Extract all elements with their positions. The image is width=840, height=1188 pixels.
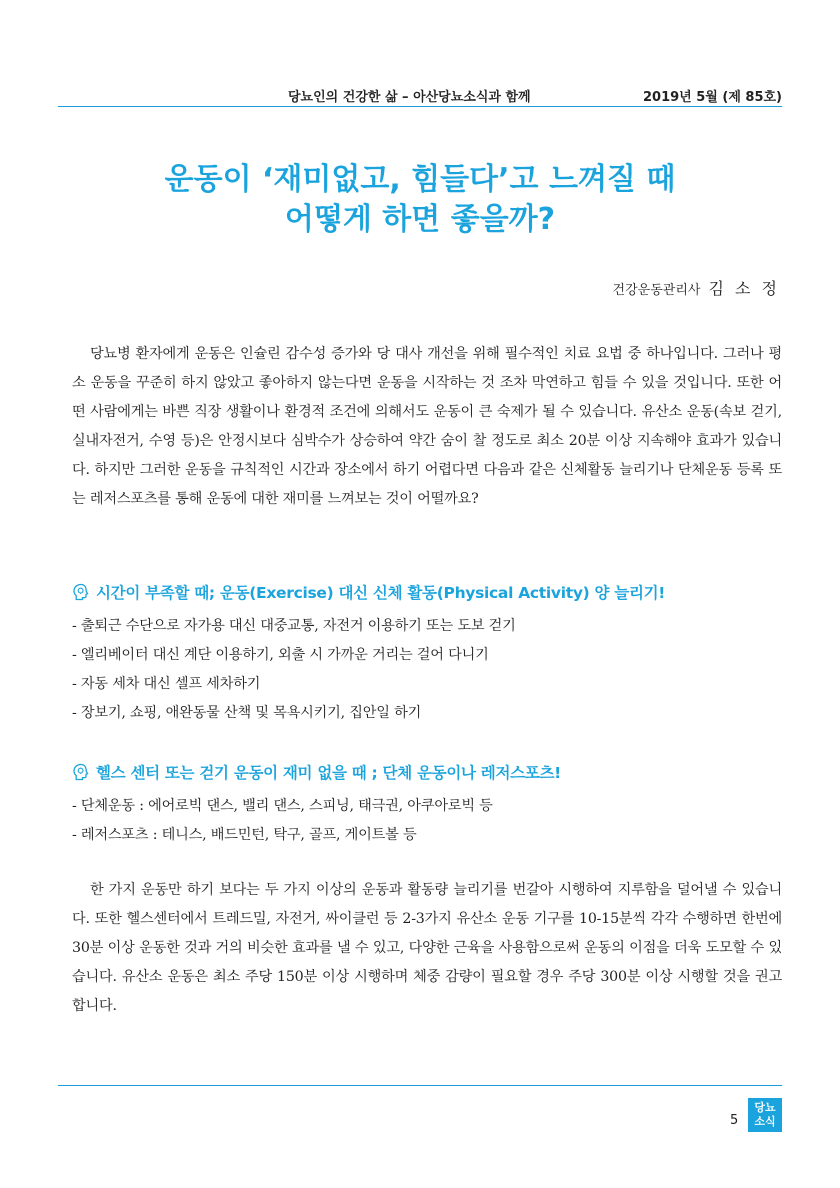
head-lightbulb-icon [72, 583, 90, 601]
header-divider [58, 106, 782, 107]
head-lightbulb-icon [72, 763, 90, 781]
section-heading [72, 580, 782, 606]
section-heading-text: 헬스 센터 또는 걷기 운동이 재미 없을 때 ; 단체 운동이나 레저스포츠! [96, 764, 561, 782]
section-heading-text: 시간이 부족할 때; 운동(Exercise) 대신 신체 활동(Physical Activity) 양 늘리기! [96, 584, 666, 602]
author-byline [613, 276, 780, 299]
author-name: 김 소 정 [708, 279, 780, 298]
badge-line-2: 소식 [754, 1115, 776, 1128]
section-heading [72, 760, 782, 786]
title-line-1: 운동이 ‘재미없고, 힘들다’고 느껴질 때 [164, 162, 676, 197]
section-boredom [72, 760, 782, 850]
list-item: - 장보기, 쇼핑, 애완동물 산책 및 목욕시키기, 집안일 하기 [72, 705, 422, 721]
author-role: 건강운동관리사 [612, 283, 701, 298]
list-item: - 단체운동 : 에어로빅 댄스, 밸리 댄스, 스피닝, 태극권, 아쿠아로빅 등 [72, 798, 493, 814]
article-title [58, 160, 782, 240]
footer-divider [58, 1085, 782, 1086]
newsletter-series-title: 당뇨인의 건강한 삶 – 아산당뇨소식과 함께 [288, 90, 531, 105]
badge-line-1: 당뇨 [754, 1101, 776, 1114]
list-item: - 자동 세차 대신 셀프 세차하기 [72, 676, 261, 692]
issue-info: 2019년 5월 (제 85호) [642, 90, 782, 105]
newsletter-badge [748, 1098, 782, 1132]
closing-paragraph: 한 가지 운동만 하기 보다는 두 가지 이상의 운동과 활동량 늘리기를 번갈아 시행하여 지루함을 덜어낼 수 있습니다. 또한 헬스센터에서 트레드밀, 자전거, 싸이클런 등 2-3가지 유산소 운동 기구를 10-15분씩 각각 수행하면 한번에 30분 이상 운동한 것과 거의 비슷한 효과를 낼 수 있고, 다양한 근육을 사용함으로써 운동의 이점을 더욱 도모할 수 있습니다. 유산소 운동은 최소 주당 150분 이상 시행하며 체중 감량이 필요할 경우 주당 300분 이상 시행할 것을 권고합니다. [72, 882, 782, 1014]
title-line-2: 어떻게 하면 좋을까? [284, 202, 556, 237]
tip-list [72, 612, 782, 728]
section-time-shortage [72, 580, 782, 728]
page-header [58, 84, 782, 106]
list-item: - 출퇴근 수단으로 자가용 대신 대중교통, 자전거 이용하기 또는 도보 걷기 [72, 618, 516, 634]
intro-paragraph: 당뇨병 환자에게 운동은 인슐린 감수성 증가와 당 대사 개선을 위해 필수적인 치료 요법 중 하나입니다. 그러나 평소 운동을 꾸준히 하지 않았고 좋아하지 않는다면 운동을 시작하는 것 조차 막연하고 힘들 수 있을 것입니다. 또한 어떤 사람에게는 바쁜 직장 생활이나 환경적 조건에 의해서도 운동이 큰 숙제가 될 수 있습니다. 유산소 운동(속보 걷기, 실내자전거, 수영 등)은 안정시보다 심박수가 상승하여 약간 숨이 찰 정도로 최소 20분 이상 지속해야 효과가 있습니다. 하지만 그러한 운동을 규칙적인 시간과 장소에서 하기 어렵다면 다음과 같은 신체활동 늘리기나 단체운동 등록 또는 레저스포츠를 통해 운동에 대한 재미를 느껴보는 것이 어떨까요? [72, 346, 782, 507]
list-item: - 레저스포츠 : 테니스, 배드민턴, 탁구, 골프, 게이트볼 등 [72, 827, 417, 843]
list-item: - 엘리베이터 대신 계단 이용하기, 외출 시 가까운 거리는 걸어 다니기 [72, 647, 489, 663]
tip-list [72, 792, 782, 850]
page-number: 5 [730, 1113, 739, 1128]
